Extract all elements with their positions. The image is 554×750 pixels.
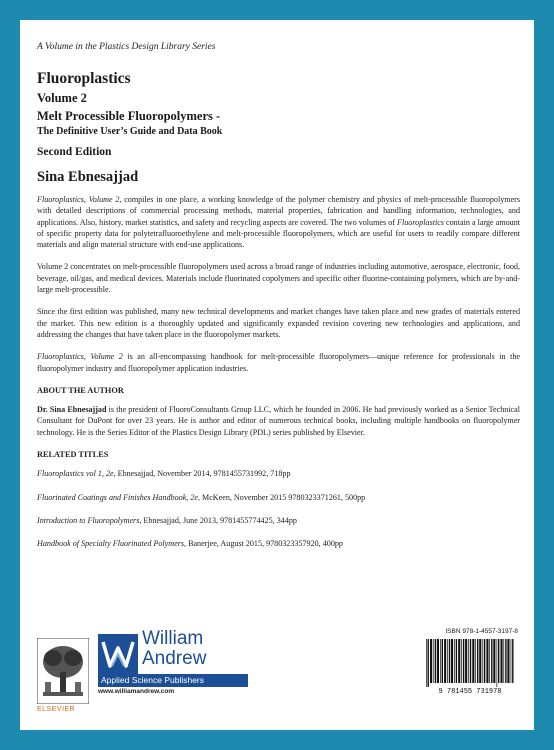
back-cover-panel — [20, 20, 534, 730]
related-title-item — [37, 538, 520, 549]
description-paragraph-1 — [37, 194, 520, 250]
book-name-italic: Fluoroplastics, Volume 2 — [37, 352, 123, 362]
about-author-bio: is the president of FluoroConsultants Group LLC, which he founded in 2006. He had previously worked as a Senior Technical Consultant for DuPont for over 23 years. He is author and editor of numerous technical books, including multiple handbooks on fluoropolymer technology. He is the Series Editor of the Plastics Design Library (PDL) series published by Elsevier. — [37, 405, 520, 437]
related-title-details: , Ebnesajjad, November 2014, 9781455731992, 718pp — [113, 469, 291, 479]
description-paragraph-3: Since the first edition was published, many new technical developments and market changes have taken place and new grades of materials entered the market. This new edition is a thoroughly updated and significantly expanded revision covering new technologies and applications, and addressing the changes that have taken place in the fluoropolymer markets. — [37, 307, 520, 339]
book-name-italic: Fluoroplastics — [397, 217, 444, 227]
subtitle-line-1: Melt Processible Fluoropolymers - — [37, 109, 221, 123]
elsevier-tree-logo — [37, 638, 89, 704]
series-line: A Volume in the Plastics Design Library Series — [37, 42, 216, 52]
related-title-name: Handbook of Specialty Fluorinated Polymers — [37, 539, 185, 549]
volume-label: Volume 2 — [37, 91, 87, 105]
about-author-name: Dr. Sina Ebnesajjad — [37, 405, 107, 415]
barcode-digits: 9 781455 731978 — [438, 688, 502, 695]
related-title-item — [37, 492, 520, 503]
related-title-name: Introduction to Fluoropolymers — [37, 515, 140, 525]
related-title-name: Fluoroplastics vol 1, 2e — [37, 469, 114, 479]
book-name-italic: Fluoroplastics, Volume 2 — [37, 195, 120, 204]
related-titles-heading: RELATED TITLES — [37, 450, 109, 460]
paragraph-text: contain a large amount of specific property data for polytetrafluoroethylene and melt-processible fluoropolymers, which are useful for users to readily compare different materials and align material structure with end-use applications. — [37, 217, 521, 250]
publisher-name-line-2: Andrew — [142, 648, 207, 669]
about-author-heading: ABOUT THE AUTHOR — [37, 385, 124, 395]
related-title-item — [37, 468, 520, 479]
publisher-url: www.williamandrew.com — [98, 688, 175, 695]
publisher-tagline: Applied Science Publishers — [98, 674, 248, 687]
author-name: Sina Ebnesajjad — [37, 169, 139, 185]
description-body — [37, 194, 520, 562]
related-title-name: Fluorinated Coatings and Finishes Handbook, 2e — [37, 492, 198, 502]
publisher-name-line-1: William — [142, 628, 204, 649]
elsevier-label: ELSEVIER — [37, 706, 76, 713]
isbn-label: ISBN 978-1-4557-3197-8 — [445, 628, 518, 635]
related-title-details: , Ebnesajjad, June 2013, 9781455774425, 344pp — [139, 515, 297, 525]
paragraph-text: is an all-encompassing handbook for melt-processible fluoropolymers—unique reference for professionals in the fluoropolymer industry and fluoropolymer application industries. — [37, 352, 520, 373]
edition-label: Second Edition — [37, 146, 112, 158]
about-author-text — [37, 404, 520, 438]
william-andrew-logo-mark — [98, 634, 138, 674]
barcode — [420, 637, 520, 695]
book-title: Fluoroplastics — [37, 70, 131, 87]
description-paragraph-4 — [37, 351, 520, 374]
related-title-details: , Banerjee, August 2015, 9780323357920, 400pp — [184, 539, 343, 549]
related-title-details: , McKeen, November 2015 9780323371261, 500pp — [197, 492, 366, 502]
subtitle-line-2: The Definitive User’s Guide and Data Book — [37, 126, 223, 137]
related-title-item — [37, 515, 520, 526]
paragraph-text: , compiles in one place, a working knowledge of the polymer chemistry and physics of melt-processible fluoropolymers with detailed descriptions of commercial processing methods, material properties, fabrication and handling information, technologies, and applications. Also, history, market statistics, and safety and recycling aspects are covered. The two volumes of — [37, 195, 521, 227]
description-paragraph-2: Volume 2 concentrates on melt-processible fluoropolymers used across a broad range of industries including automotive, aerospace, electronic, food, beverage, oil/gas, and medical devices. Materials include fluorinated copolymers and specific other fluorine-containing polymers, which are by-and-large melt-processible. — [37, 262, 520, 295]
